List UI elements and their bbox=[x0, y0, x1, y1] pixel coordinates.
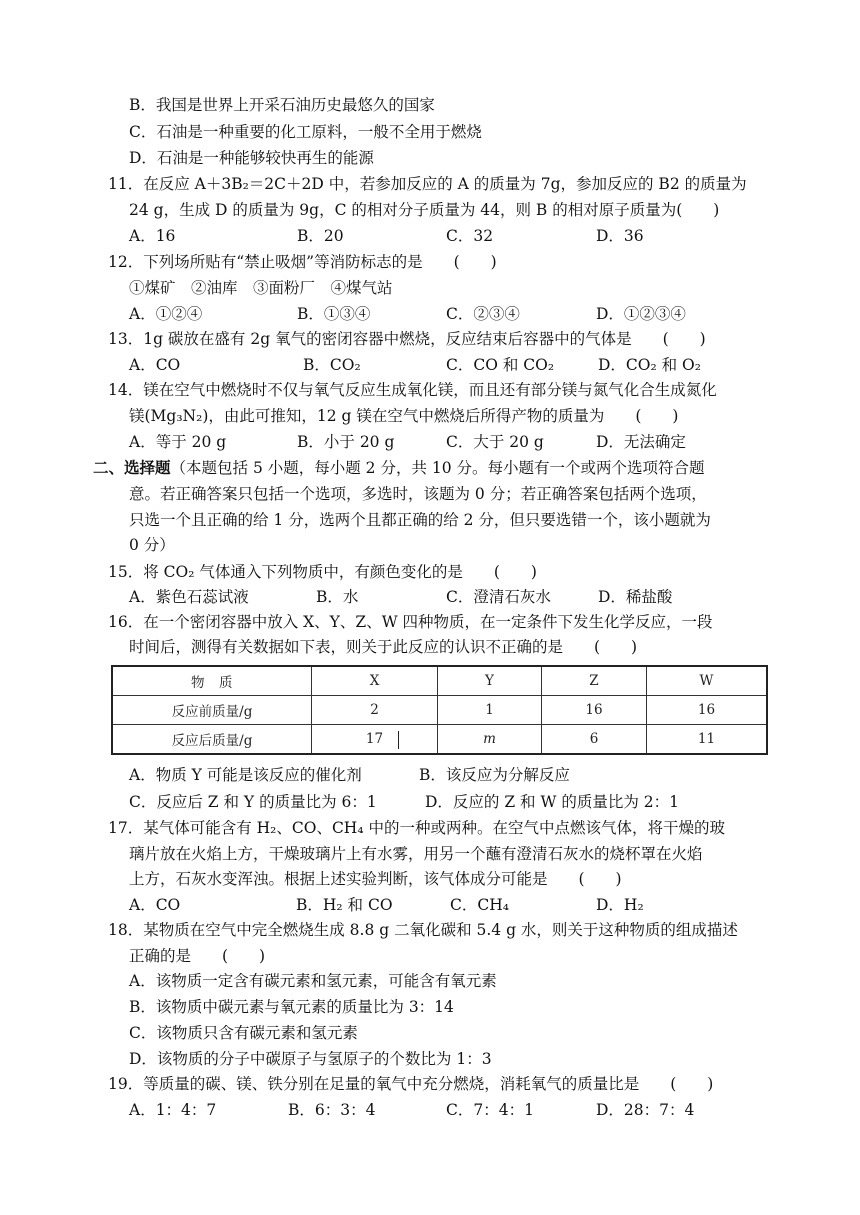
table-header-row bbox=[112, 666, 767, 696]
q19-option-b: B．6：3：4 bbox=[288, 1101, 376, 1119]
q15-option-a: A．紫色石蕊试液 bbox=[129, 588, 249, 606]
q13-option-a: A．CO bbox=[129, 356, 181, 374]
table-header-cell: Z bbox=[542, 666, 647, 696]
q18-stem-line2: 正确的是 ( ) bbox=[129, 947, 266, 965]
q14-option-b: B．小于 20 g bbox=[297, 433, 395, 451]
q16-option-c: C．反应后 Z 和 Y 的质量比为 6：1 bbox=[129, 793, 377, 811]
q18-stem-line1: 18．某物质在空气中完全燃烧生成 8.8 g 二氧化碳和 5.4 g 水，则关于这种物质的组成描述 bbox=[108, 921, 738, 939]
q16-stem-line1: 16．在一个密闭容器中放入 X、Y、Z、W 四种物质，在一定条件下发生化学反应，一段 bbox=[108, 613, 713, 631]
table-cell: 反应前质量/g bbox=[112, 696, 312, 725]
q11-stem-line1: 11．在反应 A＋3B₂＝2C＋2D 中，若参加反应的 A 的质量为 7g，参加反应的 B2 的质量为 bbox=[108, 175, 747, 193]
q16-data-table bbox=[111, 665, 768, 755]
q19-option-d: D．28：7：4 bbox=[596, 1101, 695, 1119]
section2-intro-line1 bbox=[93, 455, 705, 481]
q13-option-c: C．CO 和 CO₂ bbox=[446, 356, 555, 374]
table-cell: m bbox=[438, 725, 542, 755]
q12-option-c: C．②③④ bbox=[446, 305, 520, 323]
q14-option-a: A．等于 20 g bbox=[129, 433, 227, 451]
table-cell: 16 bbox=[647, 696, 768, 725]
q15-option-d: D．稀盐酸 bbox=[598, 588, 673, 606]
q14-option-c: C．大于 20 g bbox=[446, 433, 544, 451]
q17-stem-line1: 17．某气体可能含有 H₂、CO、CH₄ 中的一种或两种。在空气中点燃该气体，将干燥的玻 bbox=[108, 819, 725, 837]
table-cell: 1 bbox=[438, 696, 542, 725]
q19-option-c: C．7：4：1 bbox=[446, 1101, 534, 1119]
section2-intro-text1: （本题包括 5 小题，每小题 2 分，共 10 分。每小题有一个或两个选项符合题 bbox=[170, 459, 705, 477]
q11-options bbox=[0, 223, 860, 249]
q12-option-b: B．①③④ bbox=[297, 305, 371, 323]
q12-stem: 12．下列场所贴有“禁止吸烟”等消防标志的是 ( ) bbox=[108, 253, 497, 271]
table-scan-mark bbox=[398, 731, 399, 749]
q14-option-d: D．无法确定 bbox=[596, 433, 686, 451]
q11-option-b: B．20 bbox=[297, 227, 344, 245]
q15-stem: 15．将 CO₂ 气体通入下列物质中，有颜色变化的是 ( ) bbox=[108, 563, 537, 581]
q18-option-b: B．该物质中碳元素与氧元素的质量比为 3：14 bbox=[129, 998, 454, 1016]
q17-option-d: D．H₂ bbox=[596, 896, 644, 914]
q13-option-d: D．CO₂ 和 O₂ bbox=[598, 356, 701, 374]
q14-stem-line1: 14．镁在空气中燃烧时不仅与氧气反应生成氧化镁，而且还有部分镁与氮气化合生成氮化 bbox=[108, 381, 717, 399]
q16-option-a: A．物质 Y 可能是该反应的催化剂 bbox=[129, 766, 362, 784]
q16-option-b: B．该反应为分解反应 bbox=[419, 766, 570, 784]
section2-intro-line2: 意。若正确答案只包括一个选项，多选时，该题为 0 分；若正确答案包括两个选项， bbox=[129, 485, 707, 503]
table-row bbox=[112, 696, 767, 725]
table-cell: 反应后质量/g bbox=[112, 725, 312, 755]
q11-stem-line2: 24 g，生成 D 的质量为 9g，C 的相对分子质量为 44，则 B 的相对原子质量为( ) bbox=[129, 201, 720, 219]
q16-options-row2 bbox=[0, 789, 860, 815]
q12-option-d: D．①②③④ bbox=[596, 305, 686, 323]
table-header-cell: W bbox=[647, 666, 768, 696]
q13-stem: 13．1g 碳放在盛有 2g 氧气的密闭容器中燃烧，反应结束后容器中的气体是 ( ) bbox=[108, 330, 706, 348]
table-cell: 11 bbox=[647, 725, 768, 755]
section2-intro-line4: 0 分） bbox=[129, 536, 175, 554]
q16-stem-line2: 时间后，测得有关数据如下表，则关于此反应的认识不正确的是 ( ) bbox=[129, 638, 638, 656]
q13-option-b: B．CO₂ bbox=[303, 356, 361, 374]
table-cell: 6 bbox=[542, 725, 647, 755]
q15-option-c: C．澄清石灰水 bbox=[446, 588, 551, 606]
q11-option-c: C．32 bbox=[446, 227, 494, 245]
q17-option-a: A．CO bbox=[129, 896, 181, 914]
table-cell: 2 bbox=[312, 696, 438, 725]
q14-options bbox=[0, 429, 860, 455]
table-header-cell: X bbox=[312, 666, 438, 696]
q18-option-d: D．该物质的分子中碳原子与氢原子的个数比为 1：3 bbox=[129, 1050, 492, 1068]
q12-option-a: A．①②④ bbox=[129, 305, 203, 323]
q16-options-row1 bbox=[0, 762, 860, 788]
table-header-cell: Y bbox=[438, 666, 542, 696]
q16-option-d: D．反应的 Z 和 W 的质量比为 2：1 bbox=[425, 793, 679, 811]
q17-stem-line2: 璃片放在火焰上方，干燥玻璃片上有水雾，用另一个蘸有澄清石灰水的烧杯罩在火焰 bbox=[129, 845, 703, 863]
table-row bbox=[112, 725, 767, 755]
table-header-cell: 物 质 bbox=[112, 666, 312, 696]
q17-option-c: C．CH₄ bbox=[450, 896, 509, 914]
q10-option-d: D．石油是一种能够较快再生的能源 bbox=[129, 149, 374, 167]
q15-options bbox=[0, 584, 860, 610]
q13-options bbox=[0, 352, 860, 378]
q10-option-c: C．石油是一种重要的化工原料，一般不全用于燃烧 bbox=[129, 123, 482, 141]
q18-option-a: A．该物质一定含有碳元素和氢元素，可能含有氧元素 bbox=[129, 972, 497, 990]
q11-option-d: D．36 bbox=[596, 227, 644, 245]
q12-places: ①煤矿 ②油库 ③面粉厂 ④煤气站 bbox=[129, 279, 393, 297]
q19-option-a: A．1：4：7 bbox=[129, 1101, 217, 1119]
q18-option-c: C．该物质只含有碳元素和氢元素 bbox=[129, 1024, 358, 1042]
q11-option-a: A．16 bbox=[129, 227, 176, 245]
q10-option-b: B．我国是世界上开采石油历史最悠久的国家 bbox=[129, 96, 435, 114]
q17-stem-line3: 上方，石灰水变浑浊。根据上述实验判断，该气体成分可能是 ( ) bbox=[129, 870, 622, 888]
q17-option-b: B．H₂ 和 CO bbox=[296, 896, 393, 914]
section2-intro-line3: 只选一个且正确的给 1 分，选两个且都正确的给 2 分，但只要选错一个，该小题就为 bbox=[129, 511, 711, 529]
q12-options bbox=[0, 301, 860, 327]
q15-option-b: B．水 bbox=[316, 588, 359, 606]
table-cell: 16 bbox=[542, 696, 647, 725]
table-cell: 17 bbox=[312, 725, 438, 755]
q14-stem-line2: 镁(Mg₃N₂)，由此可推知，12 g 镁在空气中燃烧后所得产物的质量为 ( ) bbox=[129, 407, 679, 425]
q19-stem: 19．等质量的碳、镁、铁分别在足量的氧气中充分燃烧，消耗氧气的质量比是 ( ) bbox=[108, 1075, 714, 1093]
q19-options bbox=[0, 1097, 860, 1123]
q17-options bbox=[0, 892, 860, 918]
section2-heading: 二、选择题 bbox=[93, 458, 171, 477]
